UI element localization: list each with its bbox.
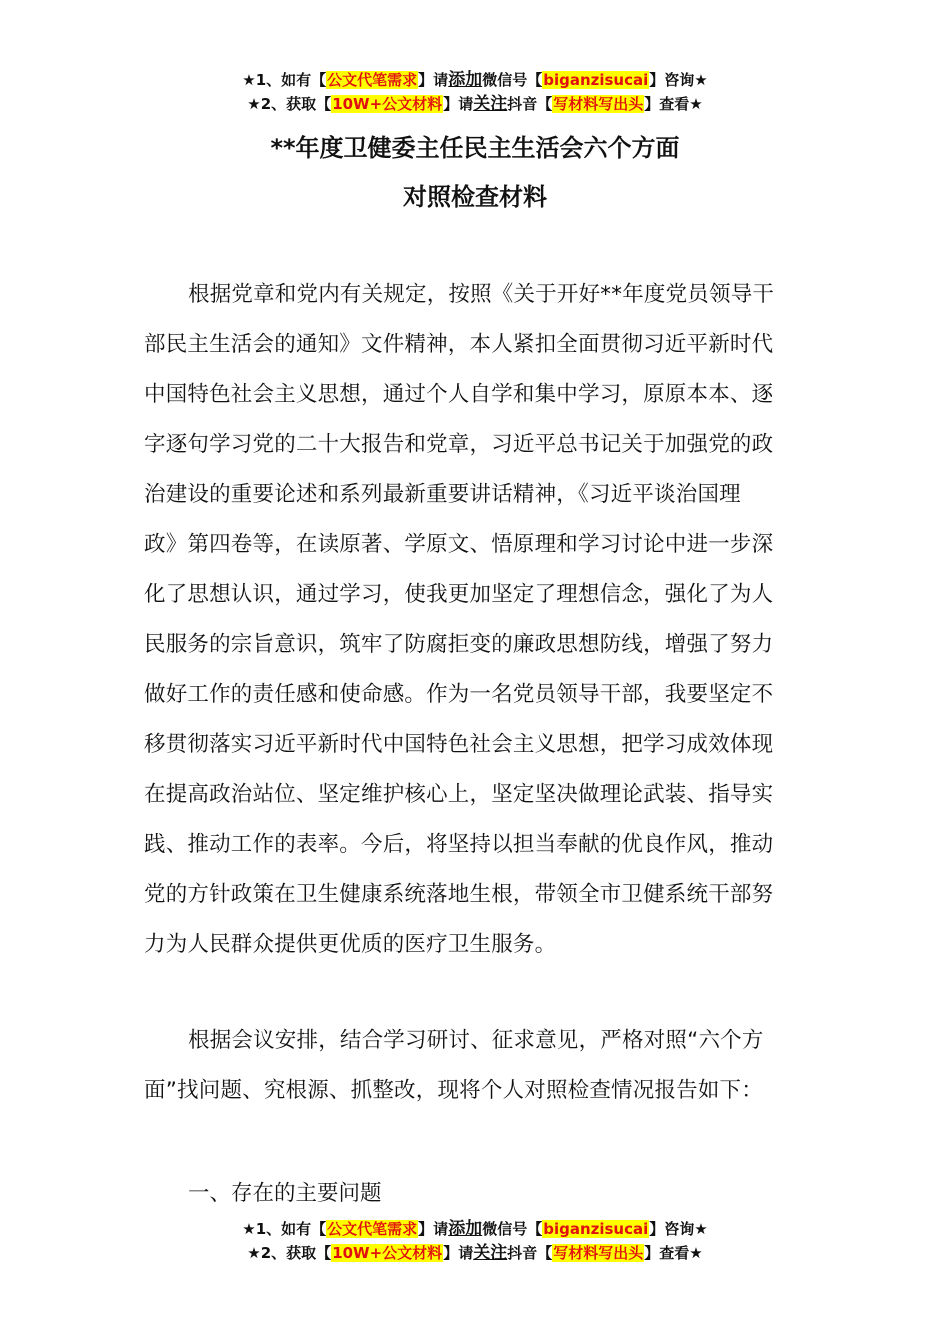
banner-text: ★1、如有【: [242, 1220, 327, 1238]
paragraph-line: 部民主生活会的通知》文件精神，本人紧扣全面贯彻习近平新时代: [144, 332, 774, 357]
document-title-line-2: 对照检查材料: [403, 183, 547, 211]
paragraph-line: 做好工作的责任感和使命感。作为一名党员领导干部，我要坚定不: [144, 682, 774, 707]
bottom-banner: [0, 1217, 950, 1265]
banner-text: 】咨询★: [649, 1220, 708, 1238]
banner-highlight: biganzisucai: [543, 1220, 649, 1238]
paragraph-line: 根据党章和党内有关规定，按照《关于开好**年度党员领导干: [188, 282, 775, 307]
paragraph-line: 化了思想认识，通过学习，使我更加坚定了理想信念，强化了为人: [144, 582, 774, 607]
banner-emphasis: 关注: [473, 94, 508, 114]
banner-line-2: [0, 92, 950, 116]
banner-text: ★1、如有【: [242, 71, 327, 89]
banner-text: ★2、获取【: [247, 1244, 332, 1262]
paragraph-line: 根据会议安排，结合学习研讨、征求意见，严格对照“六个方: [188, 1028, 764, 1053]
paragraph-line: 治建设的重要论述和系列最新重要讲话精神，《习近平谈治国理: [144, 482, 741, 507]
paragraph-line: 中国特色社会主义思想，通过个人自学和集中学习，原原本本、逐: [144, 382, 774, 407]
paragraph-line: 在提高政治站位、坚定维护核心上，坚定坚决做理论武装、指导实: [144, 782, 774, 807]
paragraph-2: [144, 1016, 809, 1116]
section-heading: 一、存在的主要问题: [188, 1181, 382, 1206]
banner-highlight: 公文代笔需求: [327, 1220, 418, 1238]
banner-text: 】请: [418, 71, 449, 89]
paragraph-line: 移贯彻落实习近平新时代中国特色社会主义思想，把学习成效体现: [144, 732, 774, 757]
banner-text: 】查看★: [644, 95, 703, 113]
paragraph-line: 字逐句学习党的二十大报告和党章，习近平总书记关于加强党的政: [144, 432, 774, 457]
banner-highlight: 写材料写出头: [553, 1244, 644, 1262]
banner-highlight: 10W+公文材料: [332, 95, 443, 113]
banner-text: 】请: [443, 95, 474, 113]
banner-text: ★2、获取【: [247, 95, 332, 113]
paragraph-line: 民服务的宗旨意识，筑牢了防腐拒变的廉政思想防线，增强了努力: [144, 632, 774, 657]
banner-text: 抖音【: [507, 1244, 553, 1262]
paragraph-1: [144, 270, 809, 970]
paragraph-line: 政》第四卷等，在读原著、学原文、悟原理和学习讨论中进一步深: [144, 532, 774, 557]
banner-emphasis: 关注: [473, 1243, 508, 1263]
banner-highlight: 写材料写出头: [553, 95, 644, 113]
top-banner: [0, 68, 950, 116]
banner-highlight: biganzisucai: [543, 71, 649, 89]
banner-text: 】请: [443, 1244, 474, 1262]
banner-text: 】查看★: [644, 1244, 703, 1262]
banner-text: 微信号【: [482, 71, 543, 89]
banner-emphasis: 添加: [448, 70, 483, 90]
paragraph-line: 力为人民群众提供更优质的医疗卫生服务。: [144, 932, 557, 957]
banner-line-2: [0, 1241, 950, 1265]
paragraph-line: 党的方针政策在卫生健康系统落地生根，带领全市卫健系统干部努: [144, 882, 774, 907]
paragraph-line: 面”找问题、究根源、抓整改，现将个人对照检查情况报告如下：: [144, 1078, 763, 1103]
paragraph-line: 践、推动工作的表率。今后，将坚持以担当奉献的优良作风，推动: [144, 832, 774, 857]
banner-text: 微信号【: [482, 1220, 543, 1238]
banner-text: 】咨询★: [649, 71, 708, 89]
document-title-line-1: **年度卫健委主任民主生活会六个方面: [270, 134, 680, 162]
banner-highlight: 公文代笔需求: [327, 71, 418, 89]
banner-text: 抖音【: [507, 95, 553, 113]
banner-line-1: [0, 1217, 950, 1241]
banner-line-1: [0, 68, 950, 92]
banner-emphasis: 添加: [448, 1219, 483, 1239]
banner-highlight: 10W+公文材料: [332, 1244, 443, 1262]
banner-text: 】请: [418, 1220, 449, 1238]
